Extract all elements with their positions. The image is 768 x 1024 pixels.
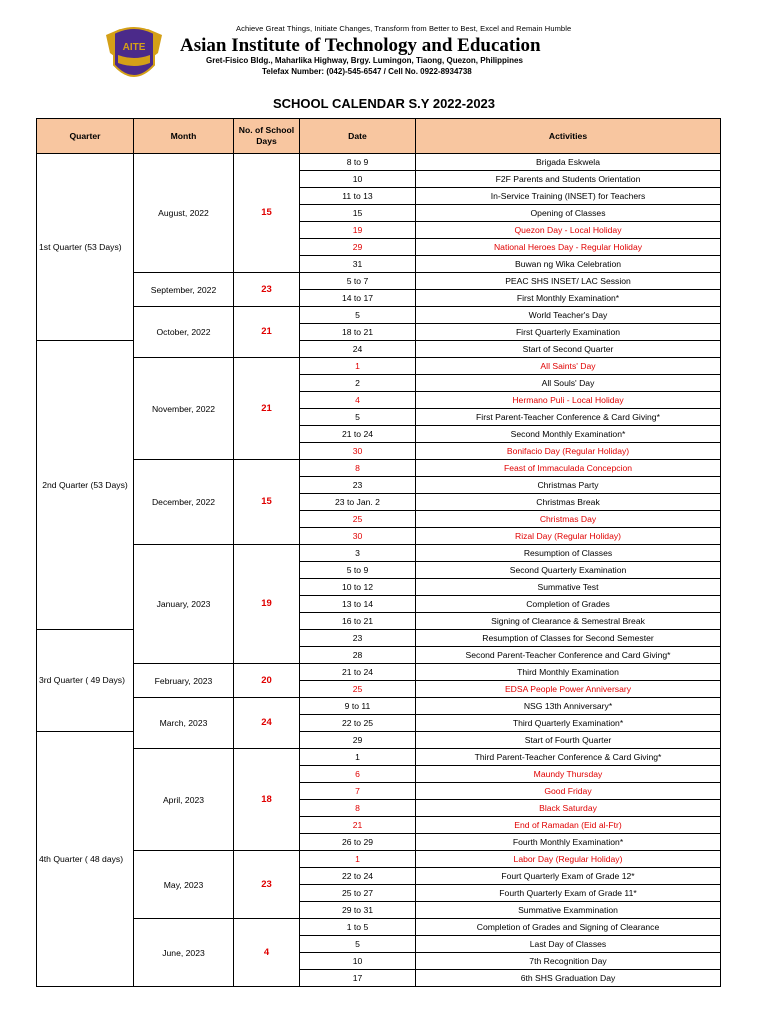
school-days-cell: 19 bbox=[234, 545, 300, 664]
activity-cell: Start of Fourth Quarter bbox=[416, 732, 721, 749]
date-cell: 5 to 7 bbox=[300, 273, 416, 290]
date-cell: 29 bbox=[300, 239, 416, 256]
date-cell: 21 to 24 bbox=[300, 426, 416, 443]
table-row bbox=[37, 698, 721, 715]
date-cell: 16 to 21 bbox=[300, 613, 416, 630]
activity-cell: Signing of Clearance & Semestral Break bbox=[416, 613, 721, 630]
table-row bbox=[37, 545, 721, 562]
activity-cell: Second Monthly Examination* bbox=[416, 426, 721, 443]
activity-cell: Christmas Break bbox=[416, 494, 721, 511]
date-cell: 7 bbox=[300, 783, 416, 800]
month-cell: January, 2023 bbox=[134, 545, 234, 664]
date-cell: 6 bbox=[300, 766, 416, 783]
activity-cell: Black Saturday bbox=[416, 800, 721, 817]
activity-cell: Third Quarterly Examination* bbox=[416, 715, 721, 732]
phone-text: Telefax Number: (042)-545-6547 / Cell No. 0922-8934738 bbox=[262, 67, 472, 76]
date-cell: 22 to 24 bbox=[300, 868, 416, 885]
date-cell: 2 bbox=[300, 375, 416, 392]
activity-cell: Summative Exammination bbox=[416, 902, 721, 919]
document-header bbox=[0, 0, 768, 95]
activity-cell: EDSA People Power Anniversary bbox=[416, 681, 721, 698]
activity-cell: Buwan ng Wika Celebration bbox=[416, 256, 721, 273]
date-cell: 19 bbox=[300, 222, 416, 239]
date-cell: 25 bbox=[300, 511, 416, 528]
table-row bbox=[37, 664, 721, 681]
date-cell: 30 bbox=[300, 443, 416, 460]
date-cell: 1 to 5 bbox=[300, 919, 416, 936]
date-cell: 4 bbox=[300, 392, 416, 409]
table-row bbox=[37, 919, 721, 936]
school-days-cell: 18 bbox=[234, 749, 300, 851]
month-cell: March, 2023 bbox=[134, 698, 234, 749]
school-days-cell: 23 bbox=[234, 273, 300, 307]
month-cell: August, 2022 bbox=[134, 154, 234, 273]
logo-text: AITE bbox=[122, 42, 146, 53]
date-cell: 10 to 12 bbox=[300, 579, 416, 596]
school-logo bbox=[100, 25, 168, 87]
month-cell: September, 2022 bbox=[134, 273, 234, 307]
column-header-month: Month bbox=[134, 119, 234, 154]
month-cell: February, 2023 bbox=[134, 664, 234, 698]
activity-cell: Second Quarterly Examination bbox=[416, 562, 721, 579]
activity-cell: Opening of Classes bbox=[416, 205, 721, 222]
activity-cell: Resumption of Classes for Second Semester bbox=[416, 630, 721, 647]
activity-cell: Feast of Immaculada Concepcion bbox=[416, 460, 721, 477]
activity-cell: NSG 13th Anniversary* bbox=[416, 698, 721, 715]
activity-cell: Bonifacio Day (Regular Holiday) bbox=[416, 443, 721, 460]
calendar-title: SCHOOL CALENDAR S.Y 2022-2023 bbox=[272, 96, 496, 111]
activity-cell: In-Service Training (INSET) for Teachers bbox=[416, 188, 721, 205]
date-cell: 26 to 29 bbox=[300, 834, 416, 851]
table-row bbox=[37, 154, 721, 171]
activity-cell: Completion of Grades bbox=[416, 596, 721, 613]
activity-cell: First Monthly Examination* bbox=[416, 290, 721, 307]
activity-cell: World Teacher's Day bbox=[416, 307, 721, 324]
date-cell: 31 bbox=[300, 256, 416, 273]
activity-cell: Resumption of Classes bbox=[416, 545, 721, 562]
date-cell: 18 to 21 bbox=[300, 324, 416, 341]
activity-cell: Summative Test bbox=[416, 579, 721, 596]
date-cell: 9 to 11 bbox=[300, 698, 416, 715]
month-cell: November, 2022 bbox=[134, 358, 234, 460]
date-cell: 24 bbox=[300, 341, 416, 358]
date-cell: 5 bbox=[300, 307, 416, 324]
date-cell: 13 to 14 bbox=[300, 596, 416, 613]
date-cell: 15 bbox=[300, 205, 416, 222]
date-cell: 8 to 9 bbox=[300, 154, 416, 171]
activity-cell: Quezon Day - Local Holiday bbox=[416, 222, 721, 239]
school-days-cell: 15 bbox=[234, 460, 300, 545]
date-cell: 5 bbox=[300, 936, 416, 953]
quarter-cell: 2nd Quarter (53 Days) bbox=[37, 341, 134, 630]
column-header-activities: Activities bbox=[416, 119, 721, 154]
activity-cell: National Heroes Day - Regular Holiday bbox=[416, 239, 721, 256]
date-cell: 28 bbox=[300, 647, 416, 664]
activity-cell: 7th Recognition Day bbox=[416, 953, 721, 970]
activity-cell: All Saints' Day bbox=[416, 358, 721, 375]
school-days-cell: 21 bbox=[234, 358, 300, 460]
activity-cell: Third Monthly Examination bbox=[416, 664, 721, 681]
date-cell: 1 bbox=[300, 358, 416, 375]
activity-cell: Completion of Grades and Signing of Clearance bbox=[416, 919, 721, 936]
month-cell: December, 2022 bbox=[134, 460, 234, 545]
month-cell: October, 2022 bbox=[134, 307, 234, 358]
date-cell: 29 bbox=[300, 732, 416, 749]
activity-cell: Labor Day (Regular Holiday) bbox=[416, 851, 721, 868]
activity-cell: Last Day of Classes bbox=[416, 936, 721, 953]
school-days-cell: 21 bbox=[234, 307, 300, 358]
activity-cell: Christmas Day bbox=[416, 511, 721, 528]
date-cell: 29 to 31 bbox=[300, 902, 416, 919]
column-header-school-days: No. of School Days bbox=[234, 119, 300, 154]
date-cell: 3 bbox=[300, 545, 416, 562]
date-cell: 5 to 9 bbox=[300, 562, 416, 579]
school-days-cell: 23 bbox=[234, 851, 300, 919]
date-cell: 23 bbox=[300, 630, 416, 647]
activity-cell: 6th SHS Graduation Day bbox=[416, 970, 721, 987]
date-cell: 8 bbox=[300, 460, 416, 477]
school-calendar-table bbox=[36, 118, 721, 987]
activity-cell: First Quarterly Examination bbox=[416, 324, 721, 341]
school-days-cell: 24 bbox=[234, 698, 300, 749]
activity-cell: End of Ramadan (Eid al-Ftr) bbox=[416, 817, 721, 834]
table-row bbox=[37, 358, 721, 375]
activity-cell: Brigada Eskwela bbox=[416, 154, 721, 171]
activity-cell: Fourt Quarterly Exam of Grade 12* bbox=[416, 868, 721, 885]
date-cell: 1 bbox=[300, 851, 416, 868]
date-cell: 23 bbox=[300, 477, 416, 494]
date-cell: 14 to 17 bbox=[300, 290, 416, 307]
month-cell: April, 2023 bbox=[134, 749, 234, 851]
date-cell: 1 bbox=[300, 749, 416, 766]
table-row bbox=[37, 307, 721, 324]
quarter-cell: 3rd Quarter ( 49 Days) bbox=[37, 630, 134, 732]
month-cell: May, 2023 bbox=[134, 851, 234, 919]
table-header-row bbox=[37, 119, 721, 154]
date-cell: 10 bbox=[300, 953, 416, 970]
activity-cell: Hermano Puli - Local Holiday bbox=[416, 392, 721, 409]
date-cell: 25 to 27 bbox=[300, 885, 416, 902]
activity-cell: Maundy Thursday bbox=[416, 766, 721, 783]
activity-cell: Third Parent-Teacher Conference & Card Giving* bbox=[416, 749, 721, 766]
month-cell: June, 2023 bbox=[134, 919, 234, 987]
activity-cell: Fourth Quarterly Exam of Grade 11* bbox=[416, 885, 721, 902]
date-cell: 10 bbox=[300, 171, 416, 188]
quarter-cell: 4th Quarter ( 48 days) bbox=[37, 732, 134, 987]
activity-cell: Second Parent-Teacher Conference and Card Giving* bbox=[416, 647, 721, 664]
activity-cell: First Parent-Teacher Conference & Card Giving* bbox=[416, 409, 721, 426]
date-cell: 11 to 13 bbox=[300, 188, 416, 205]
date-cell: 17 bbox=[300, 970, 416, 987]
date-cell: 21 to 24 bbox=[300, 664, 416, 681]
school-days-cell: 15 bbox=[234, 154, 300, 273]
date-cell: 30 bbox=[300, 528, 416, 545]
date-cell: 23 to Jan. 2 bbox=[300, 494, 416, 511]
institution-name: Asian Institute of Technology and Education bbox=[180, 35, 541, 56]
date-cell: 8 bbox=[300, 800, 416, 817]
column-header-quarter: Quarter bbox=[37, 119, 134, 154]
activity-cell: F2F Parents and Students Orientation bbox=[416, 171, 721, 188]
activity-cell: PEAC SHS INSET/ LAC Session bbox=[416, 273, 721, 290]
table-row bbox=[37, 460, 721, 477]
date-cell: 25 bbox=[300, 681, 416, 698]
activity-cell: Start of Second Quarter bbox=[416, 341, 721, 358]
column-header-date: Date bbox=[300, 119, 416, 154]
date-cell: 5 bbox=[300, 409, 416, 426]
table-row bbox=[37, 749, 721, 766]
school-days-cell: 4 bbox=[234, 919, 300, 987]
activity-cell: Christmas Party bbox=[416, 477, 721, 494]
school-days-cell: 20 bbox=[234, 664, 300, 698]
activity-cell: Fourth Monthly Examination* bbox=[416, 834, 721, 851]
activity-cell: All Souls' Day bbox=[416, 375, 721, 392]
motto-text: Achieve Great Things, Initiate Changes, Transform from Better to Best, Excel and Remain Humble bbox=[236, 24, 572, 33]
table-row bbox=[37, 273, 721, 290]
activity-cell: Good Friday bbox=[416, 783, 721, 800]
date-cell: 22 to 25 bbox=[300, 715, 416, 732]
address-text: Gret-Fisico Bldg., Maharlika Highway, Brgy. Lumingon, Tiaong, Quezon, Philippines bbox=[206, 56, 523, 65]
activity-cell: Rizal Day (Regular Holiday) bbox=[416, 528, 721, 545]
date-cell: 21 bbox=[300, 817, 416, 834]
table-row bbox=[37, 851, 721, 868]
quarter-cell: 1st Quarter (53 Days) bbox=[37, 154, 134, 341]
